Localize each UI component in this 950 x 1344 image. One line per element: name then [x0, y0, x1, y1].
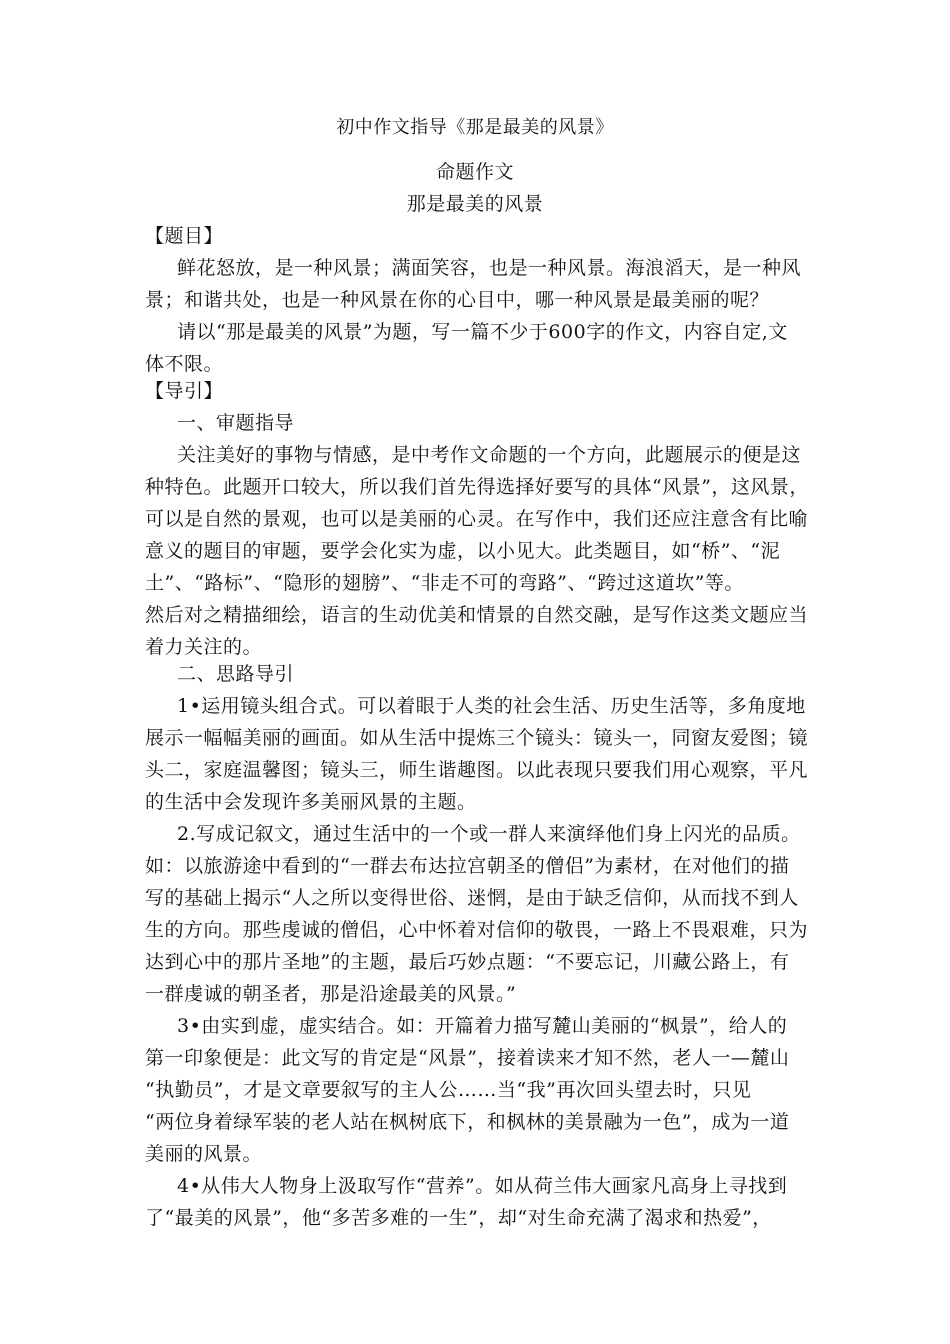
- document-title: 初中作文指导《那是最美的风景》: [336, 117, 614, 138]
- paragraph-line: 生的方向。那些虔诚的僧侣，心中怀着对信仰的敬畏，一路上不畏艰难，只为: [145, 919, 809, 941]
- paragraph-line: 了“最美的风景”，他“多苦多难的一生”，却“对生命充满了渴求和热爱”，: [145, 1207, 772, 1229]
- paragraph-line: 如：以旅游途中看到的“一群去布达拉宫朝圣的僧侣”为素材，在对他们的描: [145, 855, 790, 877]
- paragraph-line: 1•运用镜头组合式。可以着眼于人类的社会生活、历史生活等，多角度地: [177, 695, 806, 717]
- paragraph-line: 达到心中的那片圣地”的主题，最后巧妙点题：“不要忘记，川藏公路上，有: [145, 951, 790, 973]
- paragraph-line: 然后对之精描细绘，语言的生动优美和情景的自然交融，是写作这类文题应当: [145, 604, 809, 626]
- section-heading-guide: 【导引】: [145, 380, 224, 402]
- paragraph-line: 种特色。此题开口较大，所以我们首先得选择好要写的具体“风景”，这风景，: [145, 476, 809, 498]
- paragraph-line: 展示一幅幅美丽的画面。如从生活中提炼三个镜头：镜头一，同窗友爱图；镜: [145, 727, 809, 749]
- paragraph-line: 写的基础上揭示“人之所以变得世俗、迷惘，是由于缺乏信仰，从而找不到人: [145, 887, 799, 909]
- paragraph-line: 头二，家庭温馨图；镜头三，师生谐趣图。以此表现只要我们用心观察，平凡: [145, 759, 809, 781]
- paragraph-line: 2.写成记叙文，通过生活中的一个或一群人来演绎他们身上闪光的品质。: [177, 823, 801, 845]
- paragraph-line: 景；和谐共处，也是一种风景在你的心目中，哪一种风景是最美丽的呢？: [145, 289, 770, 311]
- paragraph-line: 3•由实到虚，虚实结合。如：开篇着力描写麓山美丽的“枫景”，给人的: [177, 1015, 788, 1037]
- paragraph-line: 着力关注的。: [145, 636, 263, 658]
- paragraph-line: 一群虔诚的朝圣者，那是沿途最美的风景。”: [145, 983, 517, 1005]
- paragraph-line: 第一印象便是：此文写的肯定是“风景”，接着读来才知不然，老人一—麓山: [145, 1047, 790, 1069]
- paragraph-line: “执勤员”，才是文章要叙写的主人公……当“我”再次回头望去时，只见: [145, 1079, 752, 1101]
- paragraph-line: 意义的题目的审题，要学会化实为虚，以小见大。此类题目，如“桥”、“泥: [145, 540, 781, 562]
- paragraph-line: 请以“那是最美的风景”为题，写一篇不少于600字的作文，内容自定,文: [177, 321, 788, 343]
- paragraph-line: 土”、“路标”、“隐形的翅膀”、“非走不可的弯路”、“跨过这道坎”等。: [145, 572, 744, 594]
- paragraph-line: 美丽的风景。: [145, 1143, 263, 1165]
- paragraph-line: 4•从伟大人物身上汲取写作“营养”。如从荷兰伟大画家凡高身上寻找到: [177, 1175, 788, 1197]
- paragraph-line: 关注美好的事物与情感，是中考作文命题的一个方向，此题展示的便是这: [177, 444, 802, 466]
- subsection-heading: 一、审题指导: [177, 412, 295, 434]
- document-subtitle: 命题作文: [435, 161, 514, 183]
- subsection-heading: 二、思路导引: [177, 663, 295, 685]
- paragraph-line: “两位身着绿军装的老人站在枫树底下，和枫林的美景融为一色”，成为一道: [145, 1111, 790, 1133]
- section-heading-topic: 【题目】: [145, 225, 224, 247]
- paragraph-line: 体不限。: [145, 353, 224, 375]
- paragraph-line: 可以是自然的景观，也可以是美丽的心灵。在写作中，我们还应注意含有比喻: [145, 508, 809, 530]
- essay-title: 那是最美的风景: [406, 193, 544, 215]
- paragraph-line: 鲜花怒放，是一种风景；满面笑容，也是一种风景。海浪滔天，是一种风: [177, 257, 802, 279]
- paragraph-line: 的生活中会发现许多美丽风景的主题。: [145, 791, 477, 813]
